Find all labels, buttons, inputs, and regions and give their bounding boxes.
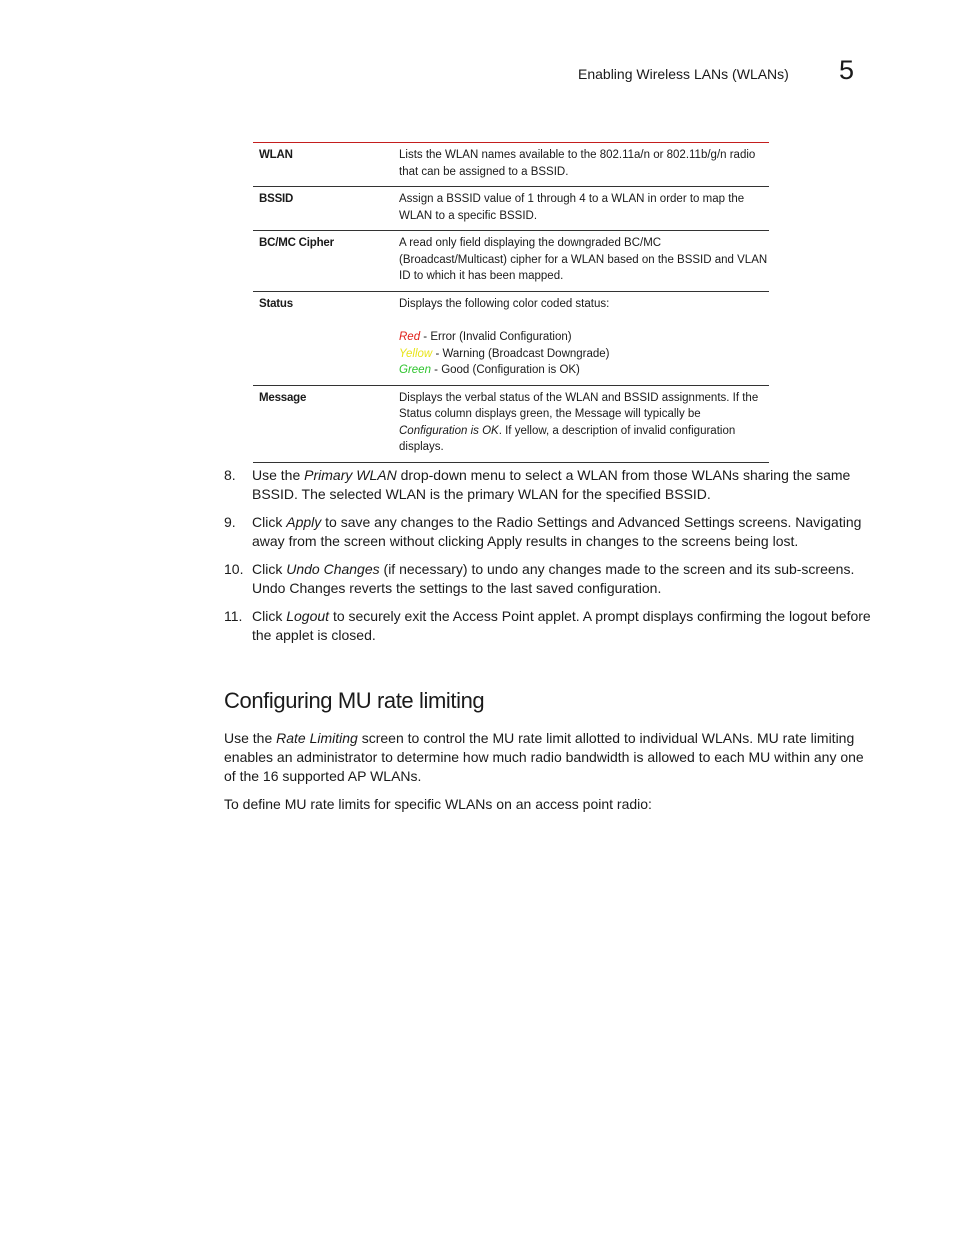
message-desc-b: . If yellow, a description of invalid configuration displays. [399,424,736,453]
status-yellow-line [399,346,769,363]
table-row [253,187,769,231]
step-text [252,607,874,644]
table-description: Assign a BSSID value of 1 through 4 to a WLAN in order to map the WLAN to a specific BSSID. [399,193,745,222]
step-text-b: to securely exit the Access Point applet. A prompt displays confirming the logout before the applet is closed. [252,608,871,643]
step-text-b: drop-down menu to select a WLAN from those WLANs sharing the same BSSID. The selected WLAN is the primary WLAN for the specified BSSID. [252,467,851,502]
step-text [252,560,874,597]
table-term: Message [259,391,307,404]
status-red-text: - Error (Invalid Configuration) [420,331,572,343]
list-item [224,560,874,597]
status-green-label: Green [399,364,431,376]
table-row [253,292,769,386]
list-item [224,466,874,503]
step-text [252,513,874,550]
message-desc-a: Displays the verbal status of the WLAN and BSSID assignments. If the Status column displays green, the Message will typically be [399,391,759,420]
table-term: BC/MC Cipher [259,237,334,249]
step-text-a: Click [252,514,287,530]
table-term: Status [259,297,293,310]
procedure-steps [224,466,874,654]
paragraph-text-a: Use the [224,730,277,746]
step-text-a: Use the [252,467,305,483]
spacer [399,312,769,329]
paragraph-text-b: screen to control the MU rate limit allotted to individual WLANs. MU rate limiting enables an administrator to determine how much radio bandwidth is allowed to each MU within any one of the 16 supported AP WLANs. [224,730,864,784]
chapter-number: 5 [839,55,855,85]
table-term: BSSID [259,193,294,205]
table-description [399,294,769,379]
running-header-title: Enabling Wireless LANs (WLANs) [578,66,789,82]
body-paragraph [224,729,874,786]
definition-table [253,142,769,463]
table-description: Lists the WLAN names available to the 802.11a/n or 802.11b/g/n radio that can be assigned to a BSSID. [399,149,756,178]
table-row [253,231,769,292]
step-number: 10. [224,561,244,577]
status-red-line [399,329,769,346]
list-item [224,513,874,550]
step-text-emphasis: Logout [286,608,330,624]
step-text-b: to save any changes to the Radio Settings and Advanced Settings screens. Navigating away from the screen without clicking Apply results in changes to the screens being lost. [252,514,862,549]
step-text-emphasis: Undo Changes [286,561,380,577]
table-description [399,388,769,456]
status-yellow-text: - Warning (Broadcast Downgrade) [432,347,610,360]
message-desc-italic: Configuration is OK [399,424,499,437]
section-heading: Configuring MU rate limiting [224,688,485,713]
step-text-a: Click [252,561,287,577]
table-row [253,386,769,463]
status-green-line [399,362,769,379]
step-text-emphasis: Apply [286,514,322,530]
step-text-b: (if necessary) to undo any changes made to the screen and its sub-screens. Undo Changes reverts the settings to the last saved configuration. [252,561,855,596]
body-paragraph: To define MU rate limits for specific WLANs on an access point radio: [224,796,652,812]
status-intro: Displays the following color coded status: [399,297,610,310]
step-number: 8. [224,467,236,483]
list-item [224,607,874,644]
step-text [252,466,874,503]
status-red-label: Red [399,331,421,343]
paragraph-emphasis: Rate Limiting [276,730,358,746]
table-term: WLAN [259,149,293,161]
step-text-a: Click [252,608,287,624]
table-description: A read only field displaying the downgraded BC/MC (Broadcast/Multicast) cipher for a WLAN based on the BSSID and VLAN ID to which it has been mapped. [399,237,768,282]
step-text-emphasis: Primary WLAN [304,467,397,483]
step-number: 9. [224,514,236,530]
status-green-text: - Good (Configuration is OK) [430,364,580,376]
table-row [253,143,769,187]
step-number: 11. [224,608,243,624]
status-yellow-label: Yellow [399,347,433,360]
